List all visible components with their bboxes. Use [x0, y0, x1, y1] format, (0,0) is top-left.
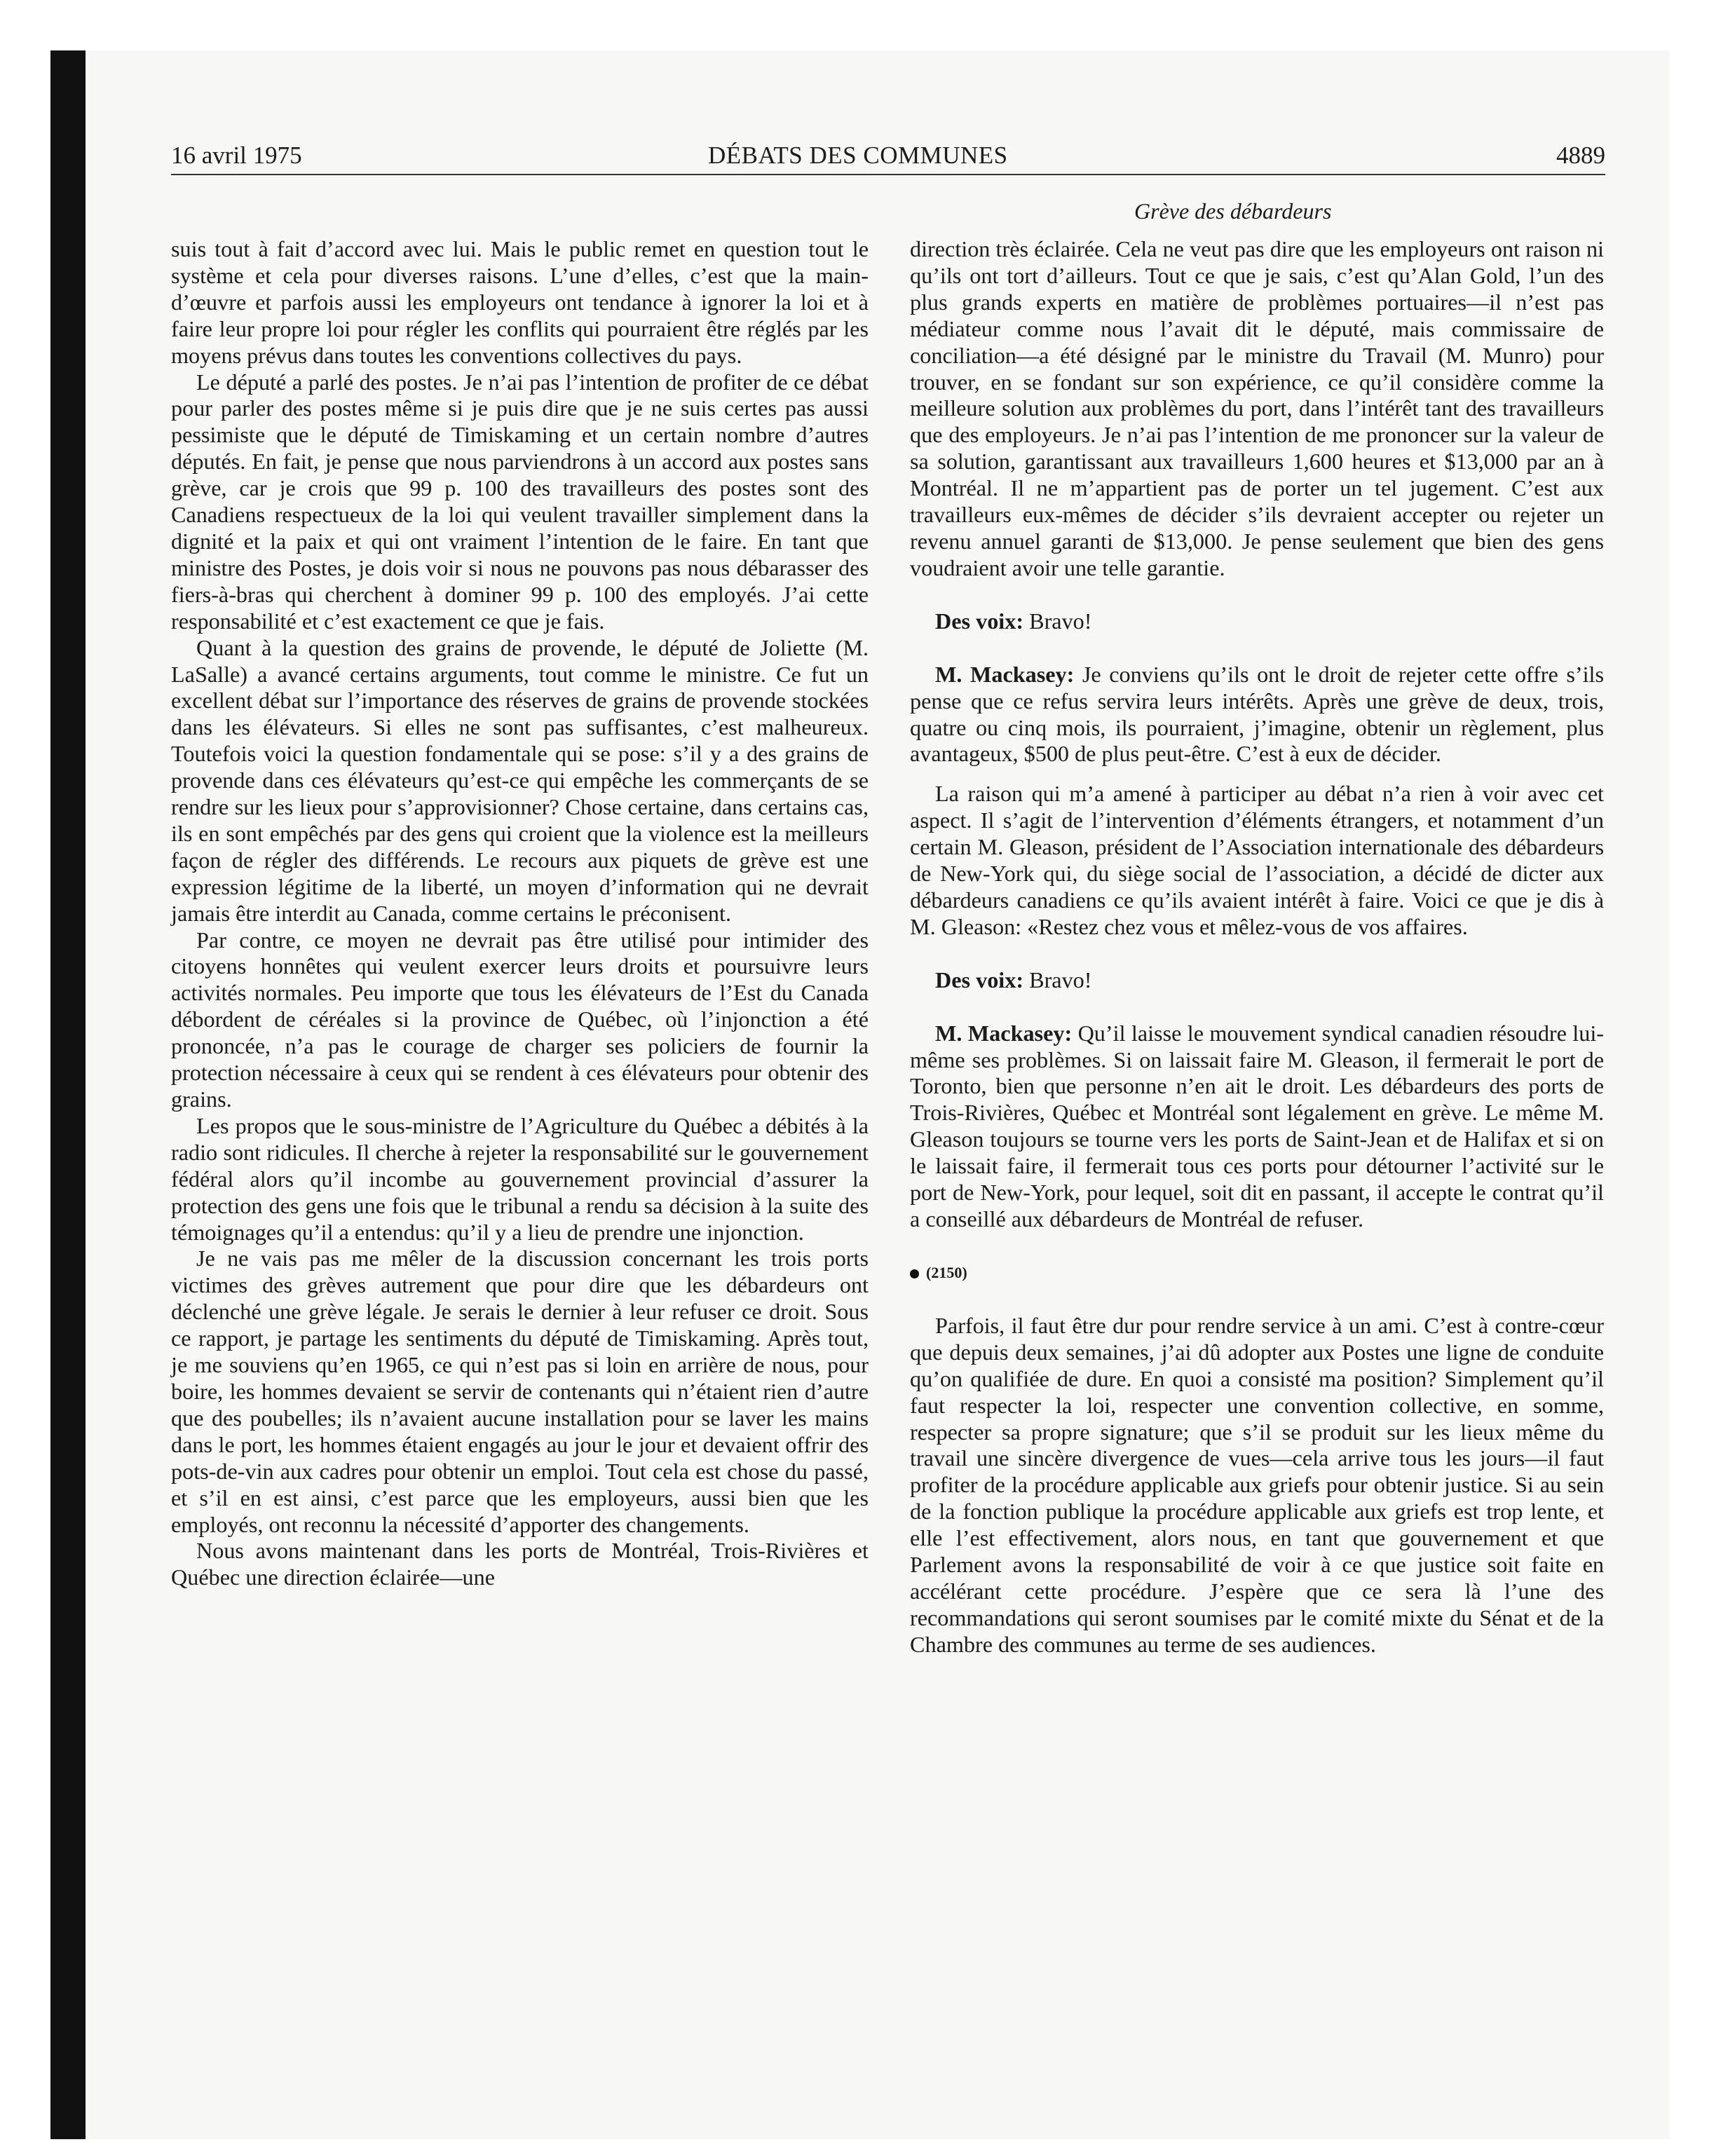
paragraph: Quant à la question des grains de provende, le député de Joliette (M. LaSalle) a avancé certains arguments, tout comme le ministre. Ce fut un excellent débat sur l’importance des réserves de grains de provende stockées dans les élévateurs. Si elles ne sont pas suffisantes, c’est malheureux. Toutefois voici la question fondamentale qui se pose: s’il y a des grains de provende dans ces élévateurs qu’est-ce qui empêche les commerçants de se rendre sur les lieux pour s’approvisionner? Chose certaine, dans certains cas, ils en sont empêchés par des gens qui croient que la violence est la meilleurs façon de régler des différends. Le recours aux piquets de grève est une expression légitime de la liberté, un moyen d’information qui ne devrait jamais être interdit au Canada, comme certains le préconisent.	[171, 634, 869, 926]
right-column	[910, 236, 1604, 1658]
paragraph: direction très éclairée. Cela ne veut pas dire que les employeurs ont raison ni qu’ils ont tort d’ailleurs. Tout ce que je sais, c’est qu’Alan Gold, l’un des plus grands experts en matière de problèmes portuaires—il n’est pas médiateur comme nous l’avait dit le député, mais commissaire de conciliation—a été désigné par le ministre du Travail (M. Munro) pour trouver, en se fondant sur son expérience, ce qu’il considère comme la meilleure solution aux problèmes du port, dans l’intérêt tant des travailleurs que des employeurs. Je n’ai pas l’intention de me prononcer sur la valeur de sa solution, garantissant aux travailleurs 1,600 heures et $13,000 par an à Montréal. Il ne m’appartient pas de porter un tel jugement. C’est aux travailleurs eux-mêmes de décider s’ils devraient accepter ou rejeter un revenu annuel garanti de $13,000. Je pense seulement que bien des gens voudraient avoir une telle garantie.	[910, 236, 1604, 580]
bullet-icon	[910, 1269, 919, 1278]
speech-text: Je conviens qu’ils ont le droit de rejeter cette offre s’ils pense que ce refus servira leurs intérêts. Après une grève de deux, trois, quatre ou cinq mois, ils pourraient, j’imagine, obtenir un règlement, plus avantageux, $500 de plus peut-être. C’est à eux de décider.	[910, 661, 1604, 767]
speech-text: Bravo!	[1023, 608, 1092, 634]
speaker-label: Des voix:	[935, 967, 1024, 992]
header-title: DÉBATS DES COMMUNES	[708, 142, 1008, 169]
paragraph: suis tout à fait d’accord avec lui. Mais le public remet en question tout le système et cela pour diverses raisons. L’une d’elles, c’est que la main-d’œuvre et parfois aussi les employeurs ont tendance à ignorer la loi et à faire leur propre loi pour régler les conflits qui pourraient être réglés par les moyens prévus dans toutes les conventions collectives du pays.	[171, 236, 869, 368]
running-head: Grève des débardeurs	[1134, 198, 1332, 224]
header-page-number: 4889	[1556, 142, 1605, 169]
paragraph: Par contre, ce moyen ne devrait pas être utilisé pour intimider des citoyens honnêtes qui veulent exercer leurs droits et poursuivre leurs activités normales. Peu importe que tous les élévateurs de l’Est du Canada débordent de céréales si la province de Québec, où l’injonction a été prononcée, n’a pas le courage de charger ses policiers de fournir la protection nécessaire à ceux qui se rendent à ces élévateurs pour obtenir des grains.	[171, 927, 869, 1112]
paragraph: Le député a parlé des postes. Je n’ai pas l’intention de profiter de ce débat pour parler des postes même si je puis dire que je ne suis certes pas aussi pessimiste que le député de Timiskaming et un certain nombre d’autres députés. En fait, je pense que nous parviendrons à un accord aux postes sans grève, car je crois que 99 p. 100 des travailleurs des postes sont des Canadiens respectueux de la loi qui veulent travailler simplement dans la dignité et la paix et qui ont vraiment l’intention de le faire. En tant que ministre des Postes, je dois voir si nous ne pouvons pas nous débarasser des fiers-à-bras qui cherchent à dominer 99 p. 100 des employés. J’ai cette responsabilité et c’est exactement ce que je fais.	[171, 369, 869, 634]
scan-edge-bar	[50, 50, 86, 2139]
header-rule	[171, 174, 1605, 175]
speech-text: Qu’il laisse le mouvement syndical canadien résoudre lui-même ses problèmes. Si on laissait faire M. Gleason, il fermerait le port de Toronto, bien que personne n’en ait le droit. Les débardeurs des ports de Trois-Rivières, Québec et Montréal sont légalement en grève. Le même M. Gleason toujours se tourne vers les ports de Saint-Jean et de Halifax et si on le laissait faire, il fermerait tous ces ports pour détourner l’activité sur le port de New-York, pour lequel, soit dit en passant, il accepte le contrat qu’il a conseillé aux débardeurs de Montréal de refuser.	[910, 1020, 1604, 1231]
time-marker-label: (2150)	[926, 1263, 967, 1281]
paragraph: Les propos que le sous-ministre de l’Agriculture du Québec a débités à la radio sont ridicules. Il cherche à rejeter la responsabilité sur le gouvernement fédéral alors qu’il incombe au gouvernement provincial d’assurer la protection des gens une fois que le tribunal a rendu sa décision à la suite des témoignages qu’il a entendus: qu’il y a lieu de prendre une injonction.	[171, 1112, 869, 1245]
speaker-label: M. Mackasey:	[935, 661, 1075, 687]
speaker-label: M. Mackasey:	[935, 1020, 1073, 1046]
speech-mackasey-2	[910, 1021, 1604, 1233]
paragraph: Nous avons maintenant dans les ports de Montréal, Trois-Rivières et Québec une direction éclairée—une	[171, 1538, 869, 1590]
speech-voices-1	[910, 608, 1604, 635]
paragraph: Je ne vais pas me mêler de la discussion concernant les trois ports victimes des grèves autrement que pour dire que les débardeurs ont déclenché une grève légale. Je serais le dernier à leur refuser ce droit. Sous ce rapport, je partage les sentiments du député de Timiskaming. Après tout, je me souviens qu’en 1965, ce qui n’est pas si loin en arrière de nous, pour boire, les hommes devaient se servir de contenants qui n’étaient rien d’autre que des poubelles; ils n’avaient aucune installation pour se laver les mains dans le port, les hommes étaient engagés au jour le jour et devaient offrir des pots-de-vin aux cadres pour obtenir un emploi. Tout cela est chose du passé, et s’il en est ainsi, c’est parce que les employeurs, aussi bien que les employés, ont reconnu la nécessité d’apporter des changements.	[171, 1246, 869, 1537]
left-column	[171, 236, 869, 1591]
speech-voices-2	[910, 967, 1604, 994]
speaker-label: Des voix:	[935, 608, 1024, 634]
time-marker	[910, 1260, 1604, 1286]
speech-text: Bravo!	[1023, 967, 1092, 992]
header-date: 16 avril 1975	[171, 142, 302, 169]
paragraph: La raison qui m’a amené à participer au débat n’a rien à voir avec cet aspect. Il s’agit de l’intervention d’éléments étrangers, et notamment d’un certain M. Gleason, président de l’Association internationale des débardeurs de New-York qui, du siège social de l’association, a décidé de dicter aux débardeurs canadiens ce qu’ils avaient intérêt à faire. Voici ce que je dis à M. Gleason: «Restez chez vous et mêlez-vous de vos affaires.	[910, 781, 1604, 939]
speech-mackasey-1	[910, 662, 1604, 768]
paragraph: Parfois, il faut être dur pour rendre service à un ami. C’est à contre-cœur que depuis deux semaines, j’ai dû adopter aux Postes une ligne de conduite qu’on qualifiée de dure. En quoi a consisté ma position? Simplement qu’il faut respecter la loi, respecter une convention collective, en somme, respecter sa propre signature; que s’il se produit sur les lieux même du travail une sincère divergence de vues—cela arrive tous les jours—il faut profiter de la procédure applicable aux griefs pour obtenir justice. Si au sein de la fonction publique la procédure applicable aux griefs est trop lente, et elle l’est effectivement, alors nous, en tant que gouvernement et que Parlement avons la responsabilité de voir à ce que justice soit faite en accélérant cette procédure. J’espère que ce sera là l’une des recommandations qui seront soumises par le comité mixte du Sénat et de la Chambre des communes au terme de ses audiences.	[910, 1312, 1604, 1657]
